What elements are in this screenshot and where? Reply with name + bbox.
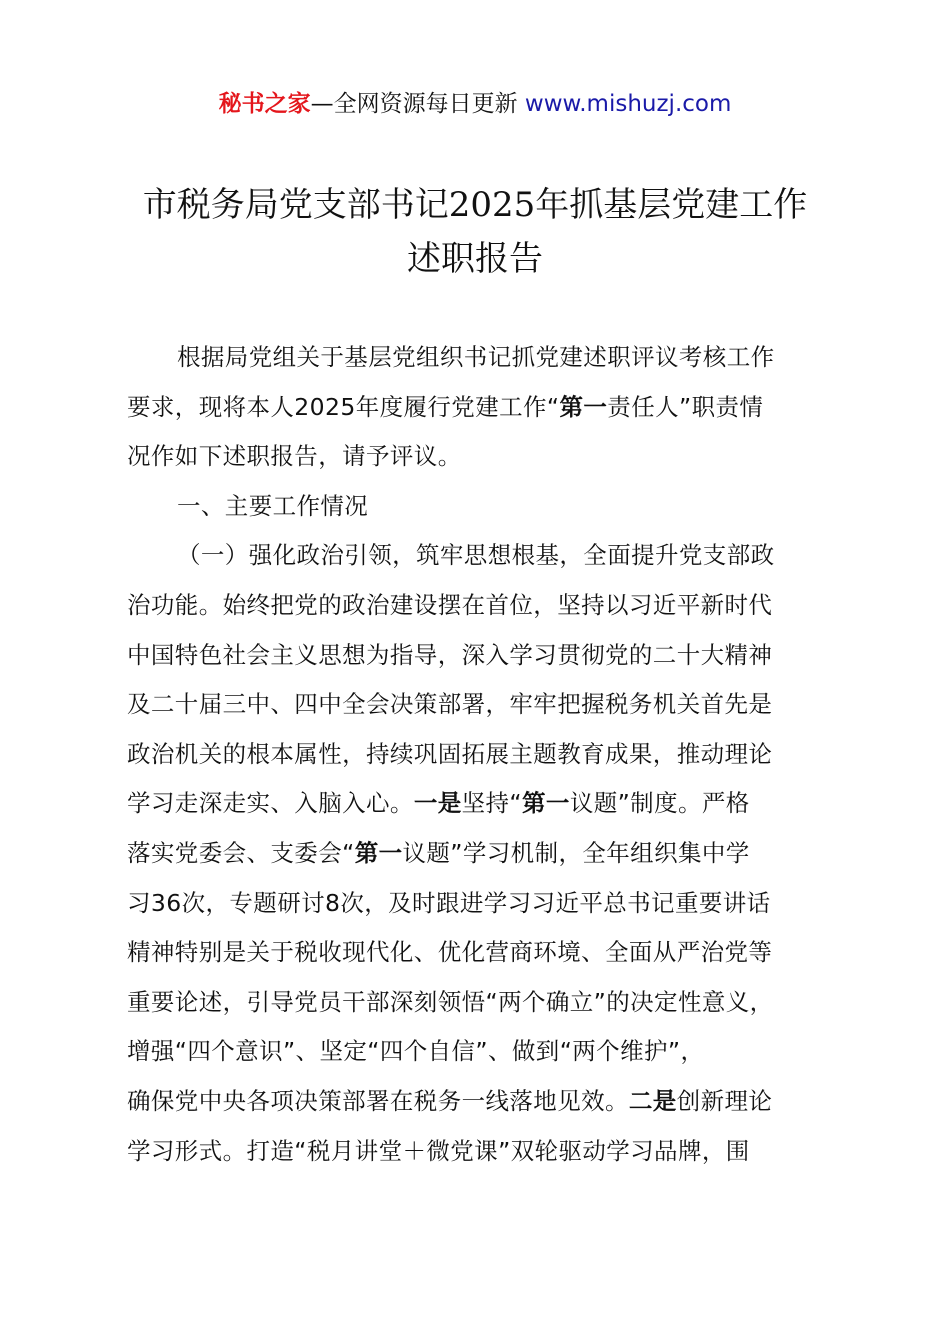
brand-name: 秘书之家 bbox=[218, 91, 311, 117]
intro-line: 根据局党组关于基层党组织书记抓党建述职评议考核工作 bbox=[177, 343, 775, 371]
body-line: 中国特色社会主义思想为指导，深入学习贯彻党的二十大精神 bbox=[127, 640, 773, 669]
intro-line: 况作如下述职报告，请予评议。 bbox=[127, 442, 462, 471]
title-line-2: 述职报告 bbox=[407, 239, 543, 279]
title-line-1: 市税务局党支部书记2025年抓基层党建工作 bbox=[142, 185, 808, 225]
body-line: （一）强化政治引领，筑牢思想根基，全面提升党支部政 bbox=[177, 541, 775, 570]
intro-line: 要求，现将本人2025年度履行党建工作“第一责任人”职责情 bbox=[127, 392, 764, 421]
body-line: 习36次，专题研讨8次，及时跟进学习习近平总书记重要讲话 bbox=[127, 888, 771, 917]
body-line: 及二十届三中、四中全会决策部署，牢牢把握税务机关首先是 bbox=[127, 690, 773, 719]
body-line: 增强“四个意识”、坚定“四个自信”、做到“两个维护”， bbox=[127, 1037, 705, 1066]
header-tagline: —全网资源每日更新 bbox=[310, 91, 518, 117]
body-line: 确保党中央各项决策部署在税务一线落地见效。二是创新理论 bbox=[127, 1086, 773, 1115]
body-line: 政治机关的根本属性，持续巩固拓展主题教育成果，推动理论 bbox=[127, 739, 773, 768]
body-line: 治功能。始终把党的政治建设摆在首位，坚持以习近平新时代 bbox=[127, 590, 773, 619]
body-line: 重要论述，引导党员干部深刻领悟“两个确立”的决定性意义， bbox=[127, 987, 774, 1016]
body-line: 落实党委会、支委会“第一议题”学习机制，全年组织集中学 bbox=[127, 838, 750, 867]
document-body bbox=[127, 333, 832, 1176]
document-title bbox=[100, 178, 850, 286]
section-heading: 一、主要工作情况 bbox=[177, 491, 369, 520]
site-url-link[interactable]: www.mishuzj.com bbox=[524, 91, 732, 117]
body-line: 精神特别是关于税收现代化、优化营商环境、全面从严治党等 bbox=[127, 938, 773, 967]
site-header bbox=[0, 86, 950, 122]
body-line: 学习形式。打造“税月讲堂＋微党课”双轮驱动学习品牌，围 bbox=[127, 1136, 750, 1165]
body-line: 学习走深走实、入脑入心。一是坚持“第一议题”制度。严格 bbox=[127, 789, 750, 818]
